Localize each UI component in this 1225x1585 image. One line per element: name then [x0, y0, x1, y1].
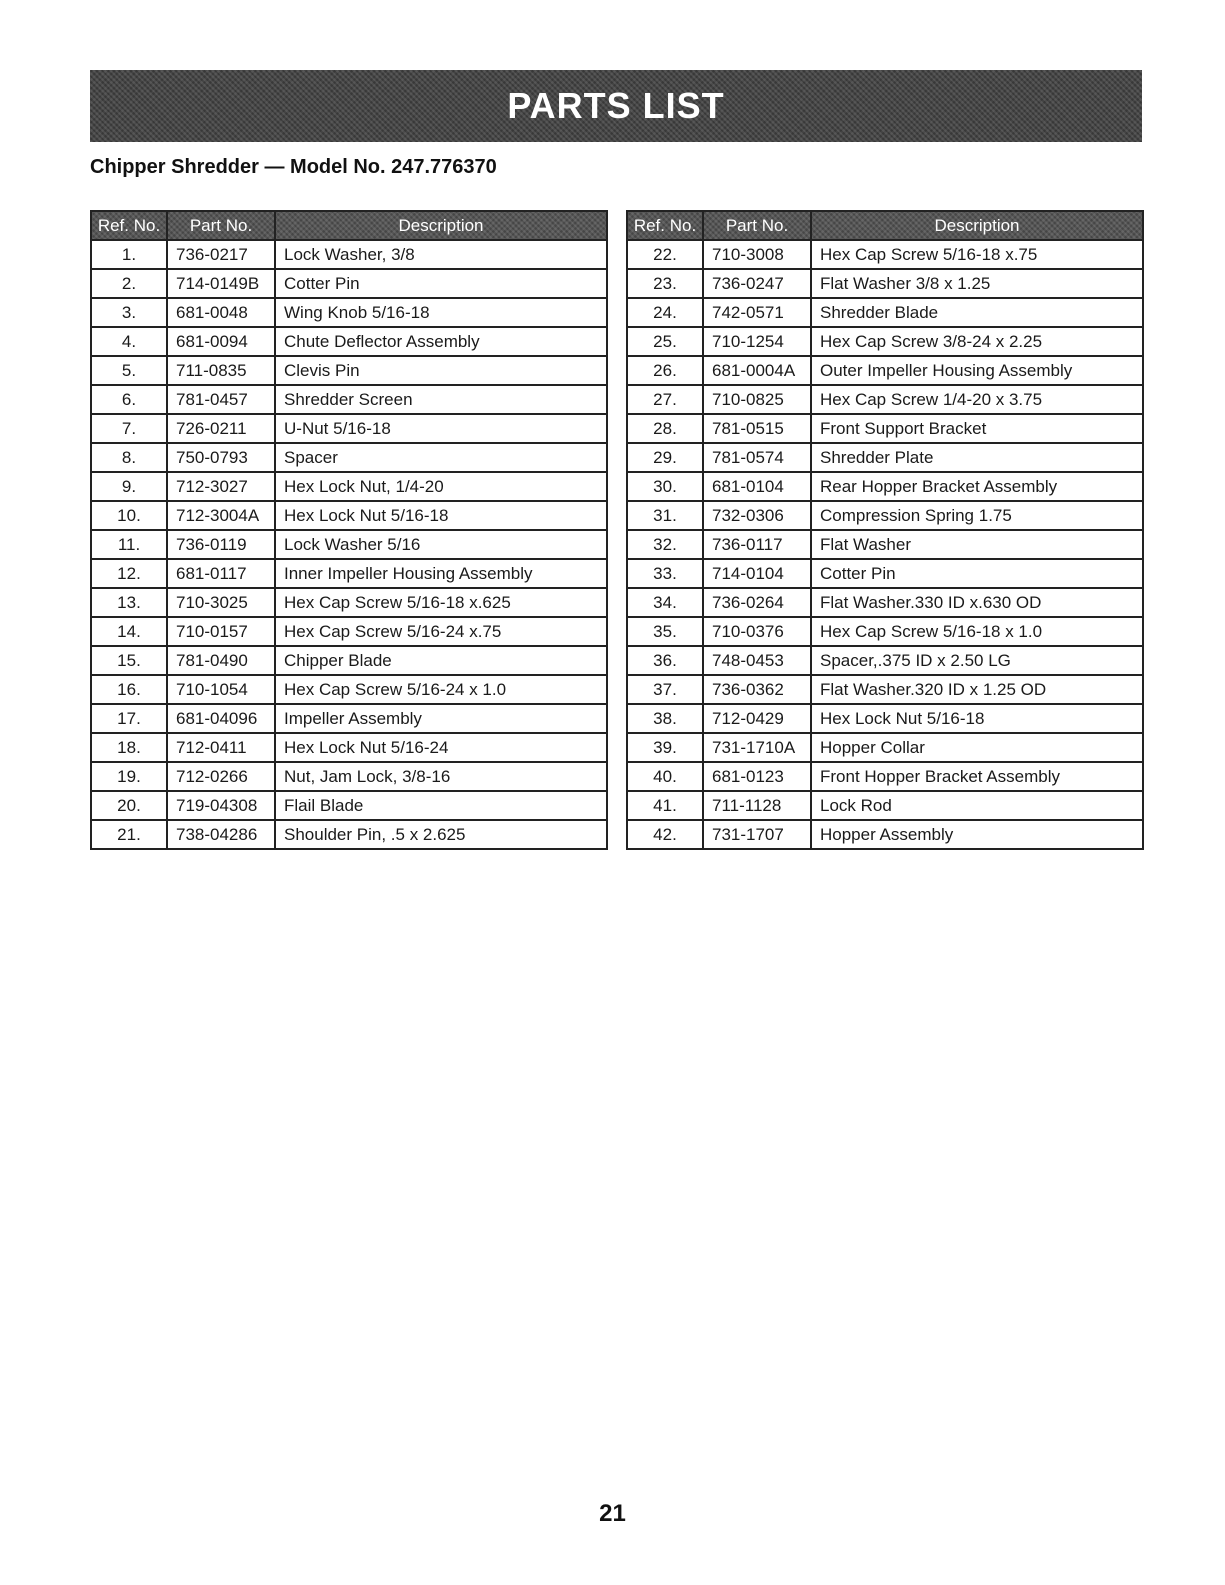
table-row [91, 269, 607, 298]
description-cell: Chipper Blade [275, 646, 607, 675]
column-header-part: Part No. [703, 211, 811, 240]
part-number-cell: 681-0048 [167, 298, 275, 327]
part-number-cell: 712-0266 [167, 762, 275, 791]
table-row [91, 327, 607, 356]
table-row [627, 356, 1143, 385]
ref-cell: 10. [91, 501, 167, 530]
table-row [627, 472, 1143, 501]
ref-cell: 4. [91, 327, 167, 356]
ref-cell: 28. [627, 414, 703, 443]
part-number-cell: 710-0825 [703, 385, 811, 414]
part-number-cell: 710-3008 [703, 240, 811, 269]
description-cell: Compression Spring 1.75 [811, 501, 1143, 530]
ref-cell: 22. [627, 240, 703, 269]
table-row [627, 530, 1143, 559]
ref-cell: 36. [627, 646, 703, 675]
parts-table-left-body [91, 240, 607, 849]
ref-cell: 30. [627, 472, 703, 501]
description-cell: Flat Washer.320 ID x 1.25 OD [811, 675, 1143, 704]
ref-cell: 21. [91, 820, 167, 849]
description-cell: Chute Deflector Assembly [275, 327, 607, 356]
ref-cell: 8. [91, 443, 167, 472]
description-cell: U-Nut 5/16-18 [275, 414, 607, 443]
description-cell: Hex Cap Screw 1/4-20 x 3.75 [811, 385, 1143, 414]
ref-cell: 5. [91, 356, 167, 385]
table-row [627, 762, 1143, 791]
ref-cell: 25. [627, 327, 703, 356]
part-number-cell: 781-0515 [703, 414, 811, 443]
ref-cell: 37. [627, 675, 703, 704]
description-cell: Flat Washer.330 ID x.630 OD [811, 588, 1143, 617]
description-cell: Shredder Blade [811, 298, 1143, 327]
part-number-cell: 710-0376 [703, 617, 811, 646]
ref-cell: 41. [627, 791, 703, 820]
table-row [91, 559, 607, 588]
table-row [627, 675, 1143, 704]
part-number-cell: 714-0149B [167, 269, 275, 298]
description-cell: Wing Knob 5/16-18 [275, 298, 607, 327]
ref-cell: 3. [91, 298, 167, 327]
part-number-cell: 710-0157 [167, 617, 275, 646]
ref-cell: 19. [91, 762, 167, 791]
part-number-cell: 736-0247 [703, 269, 811, 298]
description-cell: Outer Impeller Housing Assembly [811, 356, 1143, 385]
description-cell: Hex Cap Screw 3/8-24 x 2.25 [811, 327, 1143, 356]
description-cell: Hex Lock Nut 5/16-18 [811, 704, 1143, 733]
description-cell: Hex Cap Screw 5/16-18 x.625 [275, 588, 607, 617]
ref-cell: 20. [91, 791, 167, 820]
table-row [627, 298, 1143, 327]
parts-table-left [90, 210, 608, 850]
table-row [627, 269, 1143, 298]
part-number-cell: 781-0457 [167, 385, 275, 414]
table-row [91, 588, 607, 617]
table-row [91, 733, 607, 762]
table-row [91, 675, 607, 704]
model-subtitle: Chipper Shredder — Model No. 247.776370 [90, 156, 497, 178]
part-number-cell: 710-3025 [167, 588, 275, 617]
part-number-cell: 681-04096 [167, 704, 275, 733]
table-row [627, 791, 1143, 820]
ref-cell: 26. [627, 356, 703, 385]
description-cell: Flat Washer 3/8 x 1.25 [811, 269, 1143, 298]
ref-cell: 40. [627, 762, 703, 791]
table-row [627, 617, 1143, 646]
table-row [627, 385, 1143, 414]
ref-cell: 27. [627, 385, 703, 414]
part-number-cell: 681-0004A [703, 356, 811, 385]
part-number-cell: 750-0793 [167, 443, 275, 472]
table-row [627, 733, 1143, 762]
table-row [91, 240, 607, 269]
table-row [627, 443, 1143, 472]
description-cell: Shredder Screen [275, 385, 607, 414]
table-row [91, 472, 607, 501]
parts-table-right-body [627, 240, 1143, 849]
part-number-cell: 712-3004A [167, 501, 275, 530]
parts-list-banner [90, 70, 1142, 142]
description-cell: Nut, Jam Lock, 3/8-16 [275, 762, 607, 791]
part-number-cell: 738-04286 [167, 820, 275, 849]
description-cell: Front Support Bracket [811, 414, 1143, 443]
table-row [91, 617, 607, 646]
ref-cell: 29. [627, 443, 703, 472]
ref-cell: 16. [91, 675, 167, 704]
part-number-cell: 736-0264 [703, 588, 811, 617]
description-cell: Front Hopper Bracket Assembly [811, 762, 1143, 791]
description-cell: Hex Lock Nut, 1/4-20 [275, 472, 607, 501]
ref-cell: 14. [91, 617, 167, 646]
part-number-cell: 681-0104 [703, 472, 811, 501]
description-cell: Hex Lock Nut 5/16-18 [275, 501, 607, 530]
column-header-part: Part No. [167, 211, 275, 240]
part-number-cell: 681-0117 [167, 559, 275, 588]
description-cell: Hex Lock Nut 5/16-24 [275, 733, 607, 762]
description-cell: Cotter Pin [275, 269, 607, 298]
description-cell: Clevis Pin [275, 356, 607, 385]
table-row [627, 327, 1143, 356]
part-number-cell: 712-0429 [703, 704, 811, 733]
description-cell: Hex Cap Screw 5/16-18 x 1.0 [811, 617, 1143, 646]
ref-cell: 23. [627, 269, 703, 298]
description-cell: Lock Rod [811, 791, 1143, 820]
ref-cell: 1. [91, 240, 167, 269]
description-cell: Cotter Pin [811, 559, 1143, 588]
ref-cell: 7. [91, 414, 167, 443]
parts-table-right [626, 210, 1144, 850]
table-row [91, 356, 607, 385]
table-row [91, 530, 607, 559]
table-row [91, 762, 607, 791]
description-cell: Spacer,.375 ID x 2.50 LG [811, 646, 1143, 675]
ref-cell: 17. [91, 704, 167, 733]
part-number-cell: 736-0217 [167, 240, 275, 269]
part-number-cell: 748-0453 [703, 646, 811, 675]
ref-cell: 11. [91, 530, 167, 559]
column-header-ref: Ref. No. [627, 211, 703, 240]
ref-cell: 9. [91, 472, 167, 501]
part-number-cell: 719-04308 [167, 791, 275, 820]
part-number-cell: 736-0119 [167, 530, 275, 559]
description-cell: Lock Washer 5/16 [275, 530, 607, 559]
part-number-cell: 712-3027 [167, 472, 275, 501]
ref-cell: 31. [627, 501, 703, 530]
description-cell: Shoulder Pin, .5 x 2.625 [275, 820, 607, 849]
table-row [91, 414, 607, 443]
table-header-row [627, 211, 1143, 240]
ref-cell: 34. [627, 588, 703, 617]
ref-cell: 15. [91, 646, 167, 675]
table-row [627, 559, 1143, 588]
part-number-cell: 781-0490 [167, 646, 275, 675]
table-row [627, 588, 1143, 617]
ref-cell: 35. [627, 617, 703, 646]
table-row [91, 501, 607, 530]
description-cell: Hex Cap Screw 5/16-24 x 1.0 [275, 675, 607, 704]
column-header-description: Description [811, 211, 1143, 240]
table-row [627, 501, 1143, 530]
part-number-cell: 681-0094 [167, 327, 275, 356]
table-row [91, 646, 607, 675]
table-row [91, 820, 607, 849]
table-row [91, 704, 607, 733]
part-number-cell: 712-0411 [167, 733, 275, 762]
ref-cell: 33. [627, 559, 703, 588]
table-row [627, 414, 1143, 443]
description-cell: Spacer [275, 443, 607, 472]
part-number-cell: 781-0574 [703, 443, 811, 472]
description-cell: Shredder Plate [811, 443, 1143, 472]
ref-cell: 42. [627, 820, 703, 849]
description-cell: Impeller Assembly [275, 704, 607, 733]
part-number-cell: 681-0123 [703, 762, 811, 791]
part-number-cell: 736-0362 [703, 675, 811, 704]
ref-cell: 18. [91, 733, 167, 762]
description-cell: Flail Blade [275, 791, 607, 820]
ref-cell: 38. [627, 704, 703, 733]
description-cell: Hex Cap Screw 5/16-24 x.75 [275, 617, 607, 646]
table-row [627, 704, 1143, 733]
page-number: 21 [599, 1500, 626, 1527]
description-cell: Hopper Collar [811, 733, 1143, 762]
part-number-cell: 731-1707 [703, 820, 811, 849]
ref-cell: 6. [91, 385, 167, 414]
part-number-cell: 711-0835 [167, 356, 275, 385]
table-row [627, 240, 1143, 269]
part-number-cell: 710-1254 [703, 327, 811, 356]
description-cell: Inner Impeller Housing Assembly [275, 559, 607, 588]
ref-cell: 12. [91, 559, 167, 588]
table-row [91, 298, 607, 327]
ref-cell: 32. [627, 530, 703, 559]
part-number-cell: 732-0306 [703, 501, 811, 530]
table-row [627, 820, 1143, 849]
column-header-ref: Ref. No. [91, 211, 167, 240]
description-cell: Flat Washer [811, 530, 1143, 559]
ref-cell: 39. [627, 733, 703, 762]
ref-cell: 2. [91, 269, 167, 298]
part-number-cell: 711-1128 [703, 791, 811, 820]
part-number-cell: 714-0104 [703, 559, 811, 588]
table-row [91, 443, 607, 472]
part-number-cell: 736-0117 [703, 530, 811, 559]
part-number-cell: 726-0211 [167, 414, 275, 443]
table-row [91, 385, 607, 414]
ref-cell: 13. [91, 588, 167, 617]
description-cell: Hex Cap Screw 5/16-18 x.75 [811, 240, 1143, 269]
table-row [91, 791, 607, 820]
description-cell: Hopper Assembly [811, 820, 1143, 849]
table-row [627, 646, 1143, 675]
ref-cell: 24. [627, 298, 703, 327]
column-header-description: Description [275, 211, 607, 240]
part-number-cell: 731-1710A [703, 733, 811, 762]
table-header-row [91, 211, 607, 240]
description-cell: Rear Hopper Bracket Assembly [811, 472, 1143, 501]
part-number-cell: 710-1054 [167, 675, 275, 704]
description-cell: Lock Washer, 3/8 [275, 240, 607, 269]
page-title: PARTS LIST [507, 85, 725, 126]
part-number-cell: 742-0571 [703, 298, 811, 327]
